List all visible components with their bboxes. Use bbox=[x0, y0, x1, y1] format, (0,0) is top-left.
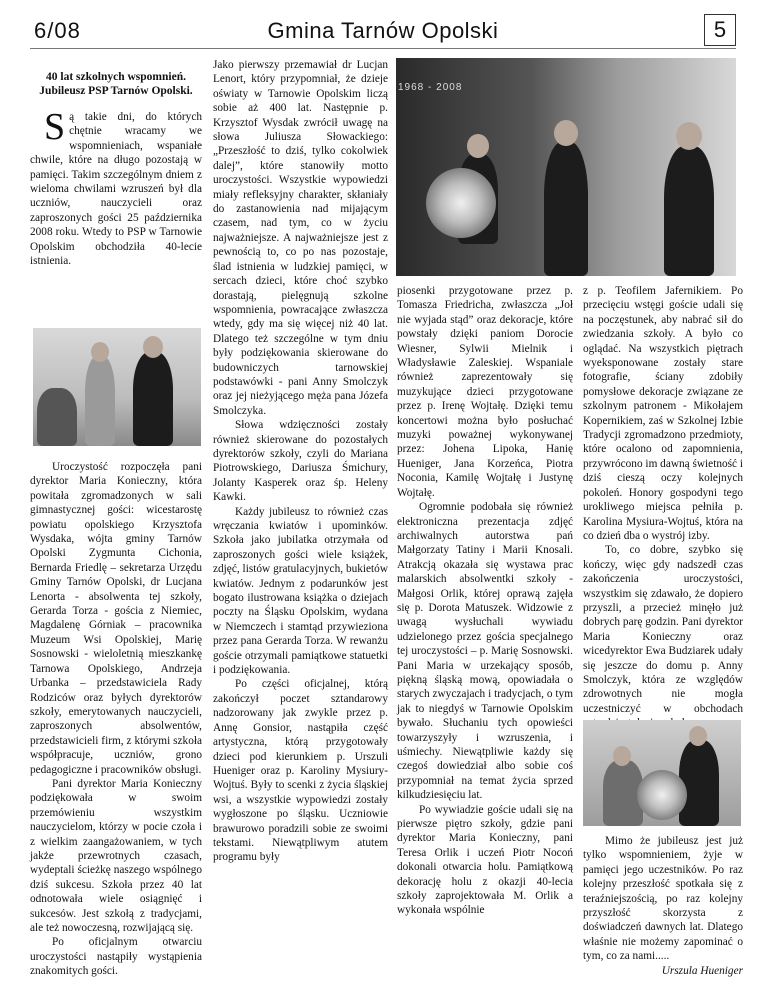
paragraph: Jako pierwszy przemawiał dr Lucjan Lenort, który przypomniał, że dzieje oświaty w Tarnowie Opolskim liczą sobie aż 400 lat. Następnie p. Krzysztof Wysdak zwrócił uwagę na słowa Juliusza Słowackiego: „Przeszłość to dziś, tylko cokolwiek dalej”, które stanowiły motto uroczystości. Wszystkie wypowiedzi miały refleksyjny charakter, skłaniały do zastanowienia nad mijającym czasem, nad tym, co w życiu najważniejsze. A najważniejsze jest z pewnością to, co po nas pozostaje, ślad istnienia w ludzkiej pamięci, w sercach dzieci, które choć szybko dorastają, pielęgnują szkolne wspomnienia, powracające zwłaszcza wtedy, gdy ma się więcej niż 40 lat. Dlatego też szczególne w tym dniu były podziękowania skierowane do budowniczych tarnowskiej podstawówki - pani Anny Smolczyk oraz jej nieżyjącego męża pana Józefa Smolczyka. bbox=[213, 59, 388, 417]
author-signature: Urszula Hueniger bbox=[661, 964, 743, 977]
figure-head bbox=[689, 726, 707, 746]
flower-bouquet bbox=[637, 770, 687, 820]
photo-speech bbox=[33, 328, 201, 446]
figure-head bbox=[613, 746, 631, 766]
lead-paragraph bbox=[30, 106, 202, 268]
page-number: 5 bbox=[704, 14, 736, 46]
paragraph: Ogromnie podobała się również elektroniczna prezentacja zdjęć archiwalnych autorstwa pań Małgorzaty Tatiny i Marii Knosali. Atrakcją okazała się wystawa prac malarskich absolwentki szkoły - Małgosi Orlik, której oprawą zajęła się p. Dorota Matuszek. Widzowie z uwagą wysłuchali wywiadu udzielonego przez gościa specjalnego tej uroczystości – p. Marię Sosnowski. Pani Maria w urzekający sposób, piękną śląską mową, opowiadała o starych zwyczajach i tradycjach, o tym jak to niegdyś w Tarnowie Opolskim bywało. Słuchaniu tych opowieści towarzyszyły i wzruszenia, i uśmiechy. Niewątpliwie każdy się czegoś dowiedział albo sobie coś przypomniał na temat życia sprzed kilkudziesięciu lat. bbox=[397, 501, 573, 802]
column-1 bbox=[30, 70, 202, 268]
figure-official bbox=[544, 142, 588, 276]
paragraph: z p. Teofilem Jafernikiem. Po przecięciu wstęgi goście udali się na poczęstunek, aby nabrać sił do zwiedzania szkoły. A było co oglądać. Na wszystkich piętrach wyeksponowane zostały stare fotografie, ściany zdobiły pomysłowe dekoracje związane ze szkolnym patronem - Mikołajem Kopernikiem, zaś w Szkolnej Izbie Tradycji zgromadzono przedmioty, które ocalono od zapomnienia, przywrócono im dawną świetność i dziś cieszą oczy kolejnych pokoleń. Honory gospodyni tego urokliwego miejsca pełniła p. Karolina Mysiura-Wojtuś, która na co dzień dba o wystrój izby. bbox=[583, 285, 743, 542]
column-3 bbox=[397, 284, 573, 918]
newsletter-title: Gmina Tarnów Opolski bbox=[267, 18, 499, 43]
paragraph: Po oficjalnym otwarciu uroczystości nastąpiły wystąpienia znakomitych gości. bbox=[30, 936, 202, 978]
column-4-end bbox=[583, 834, 743, 978]
flower-bouquet bbox=[426, 168, 496, 238]
paragraph: Po części oficjalnej, którą zakończył poczet sztandarowy nadzorowany jak zwykle przez p. Annę Gonsior, nastąpiła część artystyczna, którą przygotowały dzieci pod kierunkiem p. Urszuli Hueniger oraz p. Karoliny Mysiury-Wojtuś. Były to scenki z życia śląskiej wsi, a wszystkie wypowiedzi zostały wygłoszone po śląsku. Uczniowie brawurowo poradzili sobie ze swoimi tekstami. Niewątpliwym atutem programu były bbox=[213, 678, 388, 864]
article-title: 40 lat szkolnych wspomnień. Jubileusz PSP Tarnów Opolski. bbox=[39, 71, 193, 97]
photo-ceremony bbox=[396, 58, 736, 276]
paragraph: To, co dobre, szybko się kończy, więc gdy nadszedł czas zakończenia uroczystości, wszystkim się zdawało, że dopiero przyszli, a przecież minęło już dobrych parę godzin. Pani dyrektor Maria Konieczny oraz wicedyrektor Ewa Budziarek udały się jeszcze do domu p. Anny Smolczyk, która ze względów zdrowotnych nie mogła uczestniczyć w obchodach bbox=[583, 544, 743, 715]
paragraph: Słowa wdzięczności zostały również skierowane do pozostałych dyrektorów szkoły, czyli do Mariana Piotrowskiego, Dariusza Śmichury, Jolanty Kasperek oraz śp. Heleny Kawki. bbox=[213, 419, 388, 504]
page-header bbox=[30, 14, 736, 49]
figure-director bbox=[679, 740, 719, 826]
figure-woman bbox=[85, 356, 115, 446]
figure-head bbox=[676, 122, 702, 150]
paragraph: Po wywiadzie goście udali się na pierwsze piętro szkoły, gdzie pani dyrektor Maria Konieczny, pani Teresa Orlik i uczeń Piotr Nocoń dokonali otwarcia holu. Pamiątkową dekorację holu z okazji 40-lecia szkoły zaprojektowała M. Orlik a wykonała wspólnie bbox=[397, 803, 573, 917]
audience bbox=[37, 388, 77, 446]
paragraph: Każdy jubileusz to również czas wręczania kwiatów i upominków. Szkoła jako jubilatka otrzymała od zaproszonych gości wiele książek, zdjęć, listów gratulacyjnych, bukietów kwiatów. Jednym z podarunków jest bogato ilustrowana książka o dziejach poczty na Śląsku Opolskim, wydana w Niemczech i stamtąd przywieziona przez pana Gerarda Torza. W rewanżu goście otrzymali pamiątkowe statuetki i podziękowania. bbox=[213, 505, 388, 677]
figure-head bbox=[143, 336, 163, 358]
column-2 bbox=[213, 58, 388, 865]
figure-priest bbox=[664, 146, 714, 276]
paragraph: Mimo że jubileusz jest już tylko wspomnieniem, żyje w pamięci jego uczestników. Po raz kolejny przeszłość spotkała się z teraźniejszością, po raz kolejny przyszłość skorzysta z doświadczeń dawnych lat. Dlatego właśnie nie możemy zapominać o tym, co za nami..... bbox=[583, 835, 743, 963]
figure-head bbox=[91, 342, 109, 362]
figure-head bbox=[467, 134, 489, 158]
paragraph: piosenki przygotowane przez p. Tomasza Friedricha, zwłaszcza „Joł nie wyjada stąd” oraz dekoracje, które powstały dzięki paniom Dorocie Wiesner, Sylwii Mielnik i Władysławie Zaleskiej. Wspaniale również zaprezentowały się muzykujące dzieci przygotowane przez p. Irenę Wojtałę. Dzięki temu koncertowi można było posłuchać muzyki poważnej wykonywanej przez: Johena Lipoka, Hanię Hueniger, Jana Korzeńca, Piotra Noconia, Kamilę Wojtałę i Justynę Wojtałę. bbox=[397, 285, 573, 499]
lead-text: ą takie dni, do których chętnie wracamy we wspomnieniach, wspaniałe chwile, które na długo pozostają w pamięci. Takim szczególnym dniem z wieloma chwilami wzruszeń był dla uczniów, nauczycieli oraz zaproszonych gości 25 października 2008 roku. Wtedy to PSP w Tarnowie Opolskim obchodziła 40-lecie istnienia. bbox=[30, 111, 202, 268]
photo-caption-years: 1968 - 2008 bbox=[398, 82, 463, 93]
photo-flowers bbox=[583, 720, 741, 826]
drop-cap: S bbox=[44, 106, 66, 148]
column-1-cont bbox=[30, 460, 202, 979]
figure-man bbox=[133, 352, 173, 446]
issue-number: 6/08 bbox=[34, 18, 81, 43]
column-4 bbox=[583, 284, 743, 731]
figure-head bbox=[554, 120, 578, 146]
paragraph: Uroczystość rozpoczęła pani dyrektor Maria Konieczny, która powitała zgromadzonych w sali gimnastycznej gości: wicestarostę powiatu opolskiego Krzysztofa Wysdaka, wójta gminy Tarnów Opolski Zygmunta Cichonia, Bernarda Friedlę – sekretarza Urzędu Gminy Tarnów Opolski, dr Lucjana Lenorta - absolwenta tej szkoły, Gerarda Torza - gościa z Niemiec, Magdalenę Górniak – pracownika Muzeum Wsi Opolskiej, Marię Sosnowski - wieloletnią mieszkankę Tarnowa Opolskiego, Andrzeja Urbanka – przedstawiciela Rady Rodziców oraz byłych dyrektorów szkoły, emerytowanych nauczycieli, zaproszonych absolwentów, przedstawicieli firm, z którymi szkoła współpracuje, uczniów, grono pedagogiczne i pracowników obsługi. bbox=[30, 461, 202, 776]
paragraph: Pani dyrektor Maria Konieczny podziękowała w swoim przemówieniu wszystkim nauczycielom, którzy w pocie czoła i z wielkim zaangażowaniem, w tych jakże przewrotnych czasach, wydeptali ścieżkę naszego wspólnego dziś sukcesu. Szkoła przez 40 lat odnotowała wiele osiągnięć i sukcesów. Jest szkołą z tradycjami, ale też nowoczesną, rozwijającą się. bbox=[30, 777, 202, 934]
